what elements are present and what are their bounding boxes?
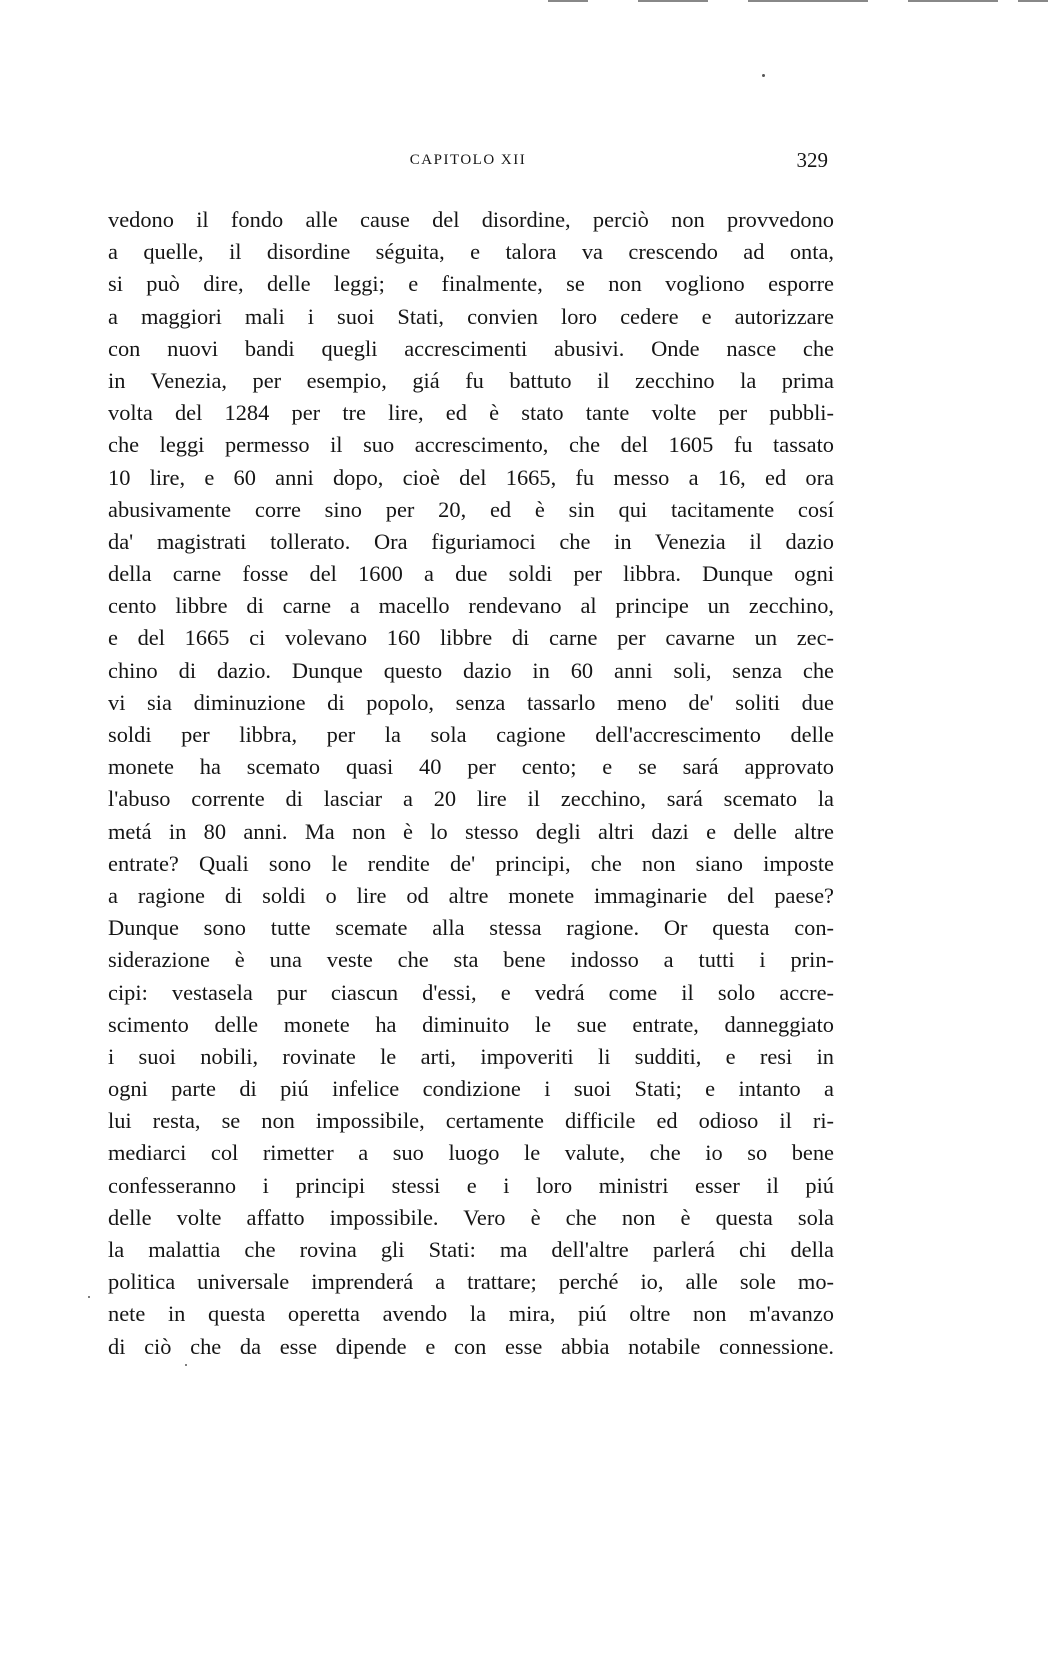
- text-line: cento libbre di carne a macello rendevano al principe un zecchino,: [108, 593, 834, 619]
- scan-speck: [88, 1296, 90, 1298]
- text-line: lui resta, se non impossibile, certamente difficile ed odioso il ri-: [108, 1108, 834, 1134]
- text-line: da' magistrati tollerato. Ora figuriamoci che in Venezia il dazio: [108, 528, 834, 554]
- text-line: i suoi nobili, rovinate le arti, impoveriti li sudditi, e resi in: [108, 1043, 834, 1069]
- text-line: soldi per libbra, per la sola cagione dell'accrescimento delle: [108, 722, 834, 747]
- text-line: monete ha scemato quasi 40 per cento; e se sará approvato: [108, 754, 834, 780]
- text-line: a maggiori mali i suoi Stati, convien loro cedere e autorizzare: [108, 303, 834, 329]
- body-text: [108, 204, 834, 1363]
- text-line: entrate? Quali sono le rendite de' principi, che non siano imposte: [108, 850, 834, 876]
- text-line: delle volte affatto impossibile. Vero è che non è questa sola: [108, 1204, 834, 1230]
- page-number: 329: [796, 148, 828, 172]
- text-line: l'abuso corrente di lasciar a 20 lire il zecchino, sará scemato la: [108, 786, 834, 812]
- text-line: politica universale imprenderá a trattare; perché io, alle sole mo-: [108, 1269, 834, 1295]
- scan-speck: [185, 1364, 187, 1366]
- scan-artifact: [548, 0, 1052, 6]
- text-line: di ciò che da esse dipende e con esse abbia notabile connessione.: [108, 1333, 834, 1359]
- running-head: [108, 147, 828, 173]
- text-line: in Venezia, per esempio, giá fu battuto il zecchino la prima: [108, 367, 834, 393]
- text-line: scimento delle monete ha diminuito le sue entrate, danneggiato: [108, 1011, 834, 1037]
- text-line: confesseranno i principi stessi e i loro ministri esser il piú: [108, 1172, 834, 1198]
- scan-speck: [762, 74, 765, 77]
- text-line: della carne fosse del 1600 a due soldi per libbra. Dunque ogni: [108, 561, 834, 587]
- text-line: ogni parte di piú infelice condizione i suoi Stati; e intanto a: [108, 1076, 834, 1102]
- text-line: la malattia che rovina gli Stati: ma dell'altre parlerá chi della: [108, 1237, 834, 1262]
- text-line: 10 lire, e 60 anni dopo, cioè del 1665, fu messo a 16, ed ora: [108, 464, 834, 490]
- text-line: e del 1665 ci volevano 160 libbre di carne per cavarne un zec-: [108, 625, 834, 651]
- text-line: vedono il fondo alle cause del disordine, perciò non provvedono: [108, 207, 834, 232]
- text-line: a quelle, il disordine séguita, e talora va crescendo ad onta,: [108, 239, 834, 265]
- text-line: mediarci col rimetter a suo luogo le valute, che io so bene: [108, 1140, 834, 1166]
- text-line: siderazione è una veste che sta bene indosso a tutti i prin-: [108, 947, 834, 973]
- text-line: si può dire, delle leggi; e finalmente, se non vogliono esporre: [108, 271, 834, 297]
- text-line: con nuovi bandi quegli accrescimenti abusivi. Onde nasce che: [108, 335, 834, 361]
- text-line: chino di dazio. Dunque questo dazio in 60 anni soli, senza che: [108, 657, 834, 683]
- text-line: Dunque sono tutte scemate alla stessa ragione. Or questa con-: [108, 915, 834, 941]
- text-line: cipi: vestasela pur ciascun d'essi, e vedrá come il solo accre-: [108, 979, 834, 1005]
- chapter-title: CAPITOLO XII: [409, 152, 527, 168]
- text-line: abusivamente corre sino per 20, ed è sin qui tacitamente cosí: [108, 496, 834, 522]
- text-line: nete in questa operetta avendo la mira, piú oltre non m'avanzo: [108, 1301, 834, 1327]
- text-line: vi sia diminuzione di popolo, senza tassarlo meno de' soliti due: [108, 689, 834, 715]
- text-line: volta del 1284 per tre lire, ed è stato tante volte per pubbli-: [108, 400, 834, 426]
- text-line: a ragione di soldi o lire od altre monete immaginarie del paese?: [108, 882, 834, 908]
- text-line: che leggi permesso il suo accrescimento, che del 1605 fu tassato: [108, 432, 834, 458]
- text-line: metá in 80 anni. Ma non è lo stesso degli altri dazi e delle altre: [108, 818, 834, 844]
